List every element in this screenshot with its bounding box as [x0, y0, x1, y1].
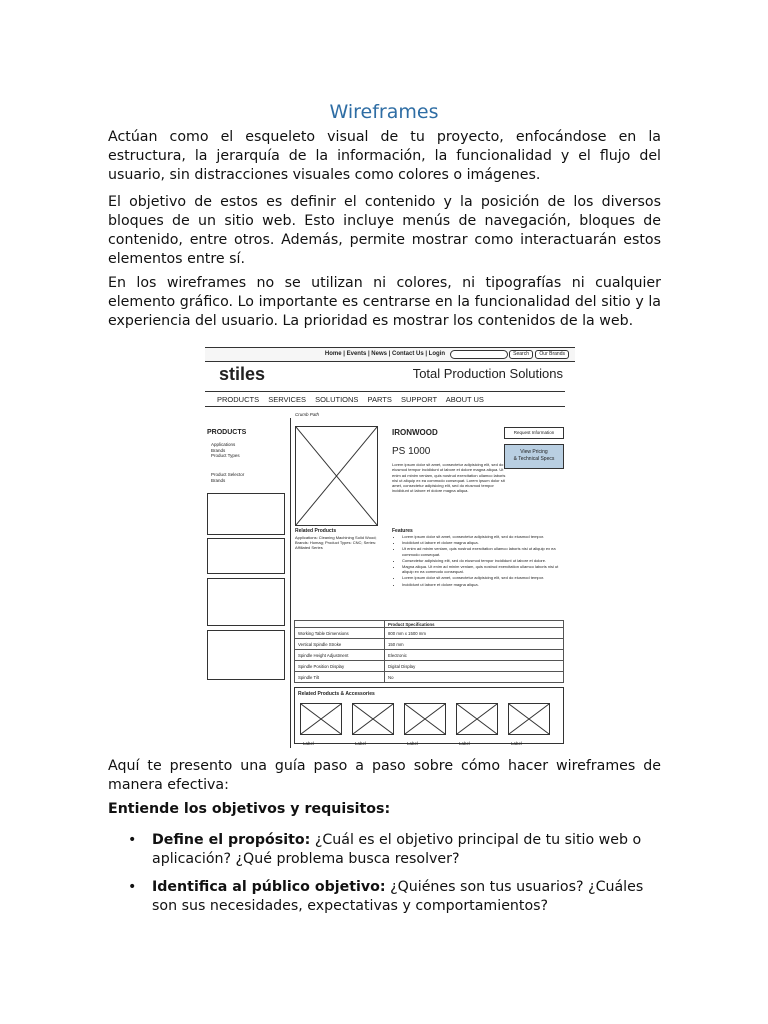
wf-spec-value: 150 mm: [385, 639, 564, 650]
wf-spec-label: Working Table Dimensions: [295, 628, 385, 639]
guide-intro: Aquí te presento una guía paso a paso sobre cómo hacer wireframes de manera efectiva:: [108, 758, 661, 793]
wf-accessory-label: Label: [407, 741, 419, 746]
wf-feature: • Lorem ipsum dolor sit amet, consectetur adipisicing elit, sed do eiusmod tempor.: [402, 534, 562, 539]
wf-accessories-title: Related Products & Accessories: [298, 691, 375, 697]
wf-spec-label: Spindle Tilt: [295, 672, 385, 683]
wf-feature: • Ut enim ad minim veniam, quis nostrud exercitation ullamco laboris nisi ut aliquip ex ea commodo consequat.: [402, 546, 562, 556]
wf-tagline: Total Production Solutions: [412, 366, 563, 381]
wf-accessory-label: Label: [511, 741, 523, 746]
wf-related-title: Related Products: [295, 528, 337, 534]
wf-spec-value: No: [385, 672, 564, 683]
wf-accessory-label: Label: [355, 741, 367, 746]
wf-pricing-label: View Pricing: [520, 449, 548, 455]
wf-feature: • Lorem ipsum dolor sit amet, consectetur adipisicing elit, sed do eiusmod tempor.: [402, 575, 562, 580]
wf-spec-value: Electronic: [385, 650, 564, 661]
wf-search-input: [450, 350, 508, 359]
paragraph-3: En los wireframes no se utilizan ni colores, ni tipografías ni cualquier elemento gráfico. Lo importante es centrarse en la funcionalidad del sitio y la experiencia del usuario. La prioridad es mostrar los contenidos de la web.: [108, 275, 661, 329]
wf-accessory-image: [300, 703, 342, 735]
wf-features-title: Features: [392, 528, 413, 534]
wf-sidebar-links: [211, 442, 271, 459]
wf-sidebar-box: [207, 578, 285, 626]
wf-feature: • Incididunt ut labore et dolore magna aliqua.: [402, 582, 562, 587]
wf-spec-table: [294, 620, 564, 683]
wf-spec-label: Vertical Spindle Stroke: [295, 639, 385, 650]
wf-feature: • Consectetur adipisicing elit, sed do eiusmod tempor incididunt ut labore et dolore.: [402, 558, 562, 563]
bullet-text: ¿Quiénes son tus usuarios? ¿Cuáles son sus necesidades, expectativas y comportamientos?: [152, 879, 644, 914]
bullet-dot: •: [128, 832, 137, 848]
wf-sidebar-link: Brands: [211, 477, 226, 483]
wf-sidebar-link: Product Selector: [211, 472, 245, 477]
wf-accessory-label: Label: [459, 741, 471, 746]
page-title: Wireframes: [329, 101, 439, 123]
wf-menu-item: SOLUTIONS: [315, 395, 359, 404]
wf-feature: • Incididunt ut labore et dolore magna aliqua.: [402, 540, 562, 545]
wf-menu-item: PRODUCTS: [217, 395, 260, 404]
bullet-text: ¿Cuál es el objetivo principal de tu sitio web o aplicación? ¿Qué problema busca resolver?: [152, 832, 642, 867]
wf-related-text: Applications: Cleaning Machining Solid Wood; Brands: Homag; Product Types: CNC; Series: Affiliated Series: [295, 535, 377, 550]
wf-spec-label: Spindle Height Adjustment: [295, 650, 385, 661]
wf-request-button: Request Information: [504, 427, 564, 439]
wf-sidebar-link: Applications: [211, 442, 236, 447]
wf-product-description: Lorem ipsum dolor sit amet, consectetur adipisicing elit, sed do eiusmod tempor incididunt ut labore et dolore magna aliqua. Ut enim ad minim veniam, quis nostrud exercitation ullamco laboris nisi ut aliquip ex ea commodo consequat. Lorem ipsum dolor sit amet, consectetur adipisicing elit, sed do eiusmod tempor incididunt ut labore et dolore magna aliqua.: [392, 462, 506, 494]
wf-breadcrumb: Crumb Path: [295, 412, 320, 417]
wf-menu-item: SUPPORT: [400, 395, 438, 404]
wf-accessories: [294, 687, 564, 744]
wf-accessory: [300, 703, 342, 746]
wf-accessory: [508, 703, 550, 746]
wf-accessory: [352, 703, 394, 746]
wf-sidebar-box: [207, 538, 285, 574]
wf-sidebar-box: [207, 630, 285, 680]
wf-image-placeholder: [295, 426, 378, 526]
wf-sidebar-box: [207, 493, 285, 535]
wf-accessory: [404, 703, 446, 746]
wf-sidebar-links-2: [211, 472, 271, 483]
paragraph-2: El objetivo de estos es definir el contenido y la posición de los diversos bloques de un sitio web. Esto incluye menús de navegación, bloques de contenido, entre otros. Además, permite mostrar como interactuarán estos elementos entre sí.: [108, 194, 661, 267]
wf-menu-item: ABOUT US: [445, 395, 484, 404]
wf-divider: [290, 418, 291, 748]
wf-spec-value: Digital Display: [385, 661, 564, 672]
wf-product-name: IRONWOOD: [392, 428, 438, 437]
wf-accessory-image: [508, 703, 550, 735]
paragraph-1: Actúan como el esqueleto visual de tu proyecto, enfocándose en la estructura, la jerarquía de la información, la funcionalidad y el flujo del usuario, sin distracciones visuales como colores o imágenes.: [108, 129, 661, 183]
wf-logo: stiles: [219, 364, 266, 384]
wf-search-button: Search: [509, 350, 533, 359]
wf-pricing-button: [504, 444, 564, 469]
wf-product-model: PS 1000: [392, 446, 431, 457]
wf-main-menu: [205, 391, 565, 407]
wf-pricing-sublabel: & Technical Specs: [513, 456, 555, 462]
wf-brands-button: Our Brands: [535, 350, 569, 359]
wf-nav-links: Home | Events | News | Contact Us | Login: [324, 351, 445, 357]
section-heading: Entiende los objetivos y requisitos:: [108, 801, 391, 817]
wf-feature: • Magna aliqua. Ut enim ad minim veniam, quis nostrud exercitation ullamco laboris nisi ut aliquip ex ea commodo consequat.: [402, 564, 562, 574]
bullet-bold: Identifica al público objetivo:: [152, 879, 386, 895]
wf-accessory: [456, 703, 498, 746]
wireframe-figure: [197, 338, 577, 748]
wf-spec-value: 800 mm x 1500 mm: [385, 628, 564, 639]
wf-top-nav: [205, 347, 575, 362]
wf-accessory-image: [456, 703, 498, 735]
wf-sidebar-link: Brands: [211, 447, 226, 453]
wf-features-list: [392, 534, 562, 588]
bullet-item: [108, 878, 661, 916]
wf-accessory-image: [352, 703, 394, 735]
wf-accessory-image: [404, 703, 446, 735]
wf-menu-item: SERVICES: [268, 395, 306, 404]
bullet-list: [108, 831, 661, 925]
wf-spec-label: Spindle Position Display: [295, 661, 385, 672]
bullet-item: [108, 831, 661, 869]
bullet-dot: •: [128, 879, 137, 895]
wf-sidebar-title: PRODUCTS: [207, 429, 247, 436]
wf-menu-item: PARTS: [367, 395, 392, 404]
wf-accessory-label: Label: [303, 741, 315, 746]
bullet-bold: Define el propósito:: [152, 832, 311, 848]
wf-sidebar-link: Product Types: [211, 453, 240, 458]
wf-spec-header: Product Specifications: [385, 621, 564, 628]
